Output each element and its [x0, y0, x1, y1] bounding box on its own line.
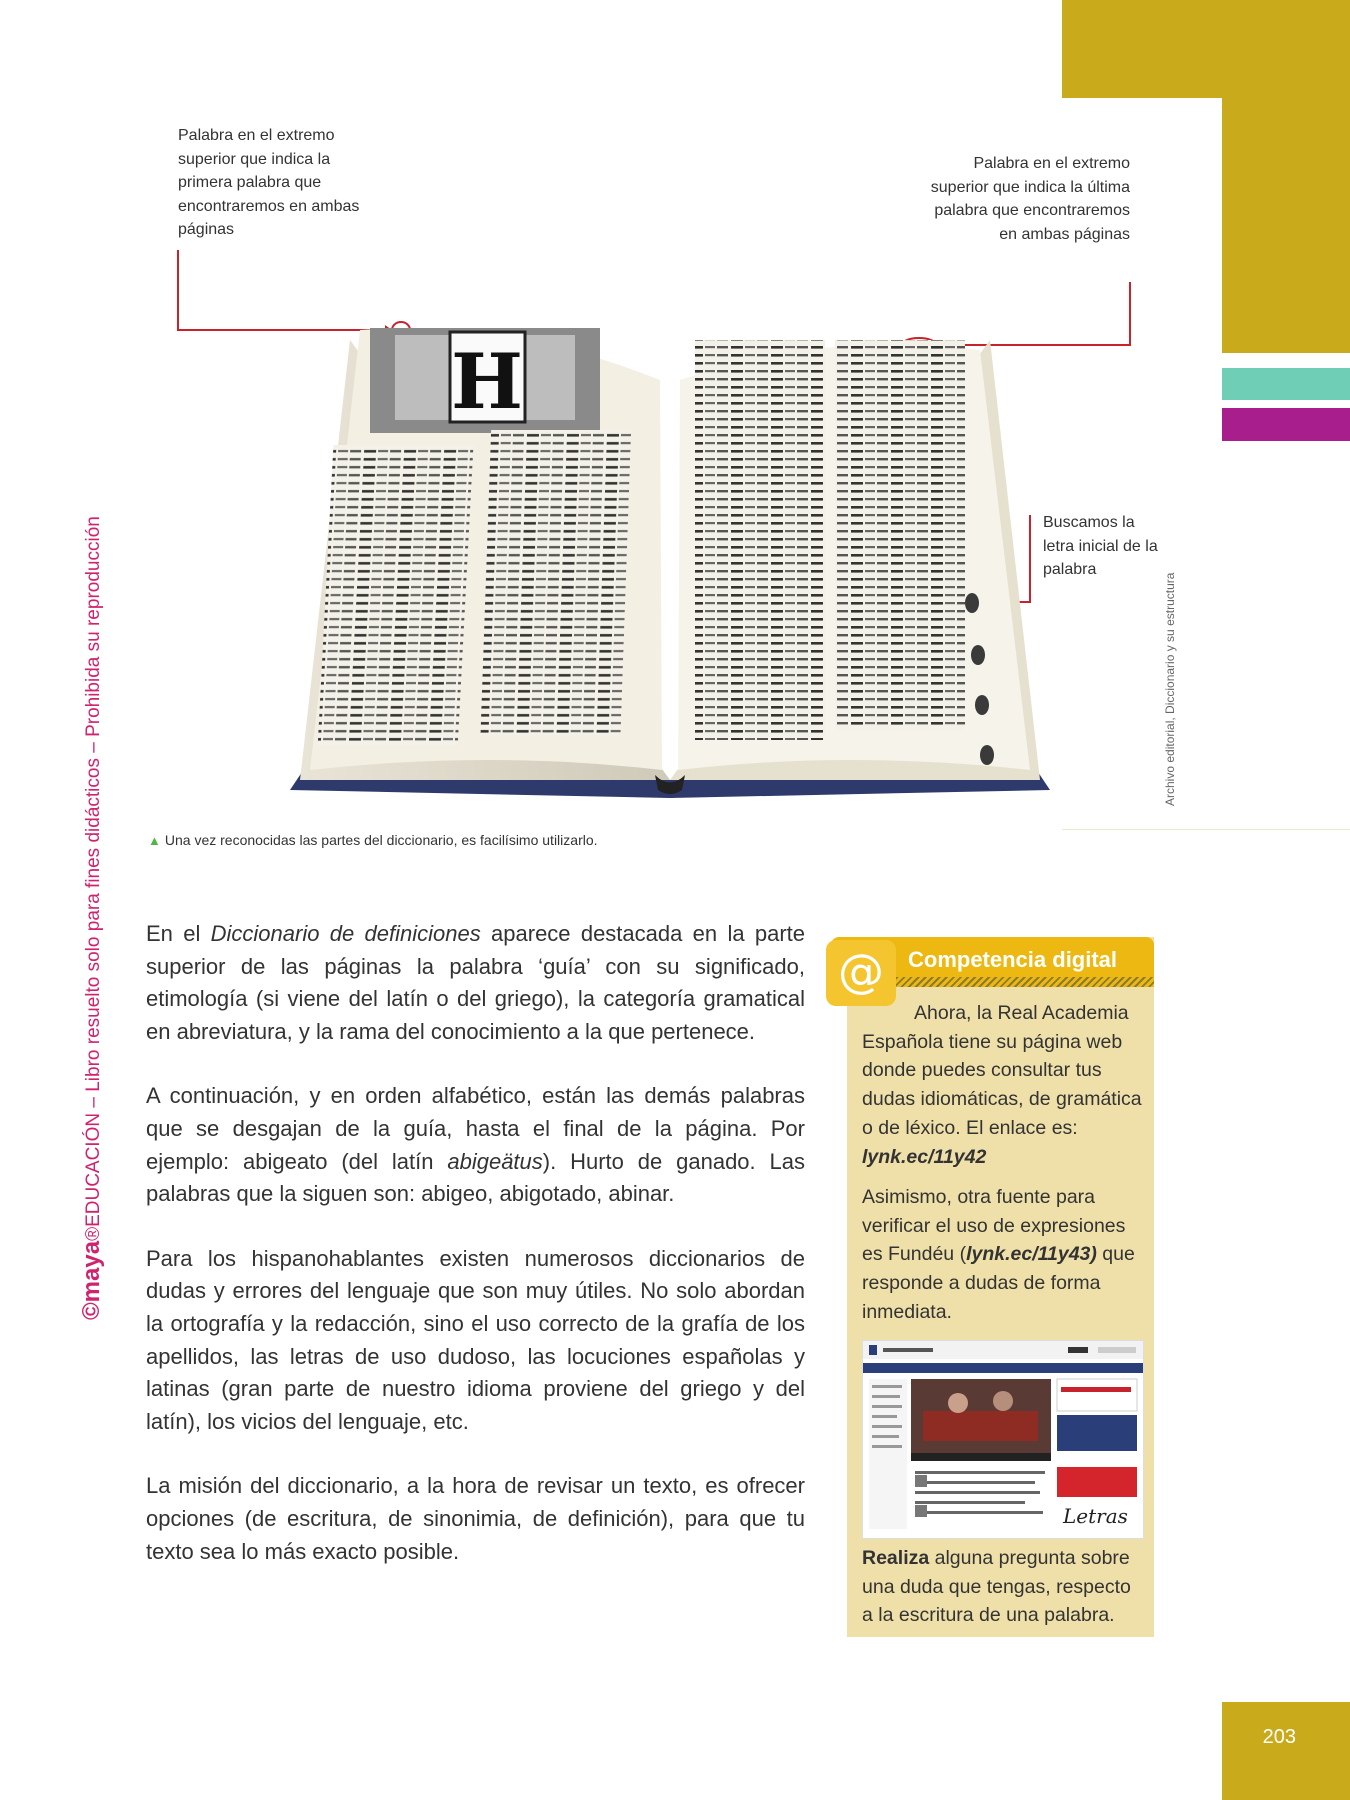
sidebar-activity: Realiza alguna pregunta sobre una duda que tengas, respecto a la escritura de una palabra.: [862, 1547, 1131, 1627]
decorative-band-side: [1222, 98, 1350, 353]
figure-caption: ▲ Una vez reconocidas las partes del diccionario, es facilísimo utilizarlo.: [148, 832, 598, 848]
paragraph: Para los hispanohablantes existen numerosos diccionarios de dudas y errores del lenguaje que son muy útiles. No solo abordan la ortografía y la redacción, sino el uso correcto de la grafía de los apellidos, las letras de uso dudoso, las locuciones españolas y latinas (gran parte de nuestro idioma proviene del griego y del latín), los vicios del lenguaje, etc.: [146, 1245, 805, 1434]
dictionary-illustration: [290, 320, 1050, 800]
sidebar-title: Competencia digital: [908, 947, 1118, 972]
decorative-band-top: [1062, 0, 1350, 98]
main-text: [146, 918, 805, 1600]
annotation-first-word: Palabra en el extremo superior que indica la primera palabra que encontraremos en ambas páginas: [178, 127, 360, 238]
decorative-tab-purple: [1222, 408, 1350, 441]
page-number: 203: [1262, 1726, 1296, 1748]
photo-credit: Archivo editorial, Diccionario y su estructura: [1163, 572, 1177, 806]
svg-text:Letras: Letras: [1063, 1504, 1128, 1528]
fundeu-link[interactable]: lynk.ec/11y43): [966, 1243, 1097, 1266]
decorative-tab-teal: [1222, 368, 1350, 400]
sidebar-paragraph: Asimismo, otra fuente para verificar el uso de expresiones es Fundéu (lynk.ec/11y43) que responde a dudas de forma inmediata.: [862, 1186, 1135, 1323]
paragraph: La misión del diccionario, a la hora de revisar un texto, es ofrecer opciones (de escritura, de sinonimia, de definición), para que tu texto sea lo más exacto posible.: [146, 1473, 805, 1564]
hatch-decoration: [896, 977, 1154, 987]
paragraph: A continuación, y en orden alfabético, están las demás palabras que se desgajan de la guía, hasta el final de la página. Por ejemplo: abigeato (del latín abigeätus). Hurto de ganado. Las palabras que la siguen son: abigeo, abigotado, abinar.: [146, 1083, 805, 1207]
svg-text:H: H: [451, 337, 523, 426]
paragraph: En el Diccionario de definiciones aparece destacada en la parte superior de las páginas la palabra ‘guía’ con su significado, etimología (si viene del latín o del griego), la categoría gramatical en abreviatura, y la rama del conocimiento a la que pertenece.: [146, 921, 806, 1044]
rae-website-screenshot: [862, 1340, 1144, 1539]
at-sign-icon: @: [826, 940, 896, 1006]
annotation-last-word: Palabra en el extremo superior que indica la última palabra que encontraremos en ambas páginas: [930, 155, 1130, 243]
page-number-box: [1222, 1702, 1350, 1800]
copyright-notice: ©maya®EDUCACIÓN – Libro resuelto solo para fines didácticos – Prohibida su reproducción: [78, 516, 105, 1320]
divider: [1062, 829, 1350, 830]
sidebar-paragraph: Ahora, la Real Academia Española tiene su página web donde puedes consultar tus dudas idiomáticas, de gramática o de léxico. El enlace es: lynk.ec/11y42: [862, 1002, 1142, 1168]
triangle-icon: ▲: [148, 833, 161, 848]
annotation-initial-letter: Buscamos la letra inicial de la palabra: [1043, 514, 1158, 578]
rae-link[interactable]: lynk.ec/11y42: [862, 1145, 987, 1168]
